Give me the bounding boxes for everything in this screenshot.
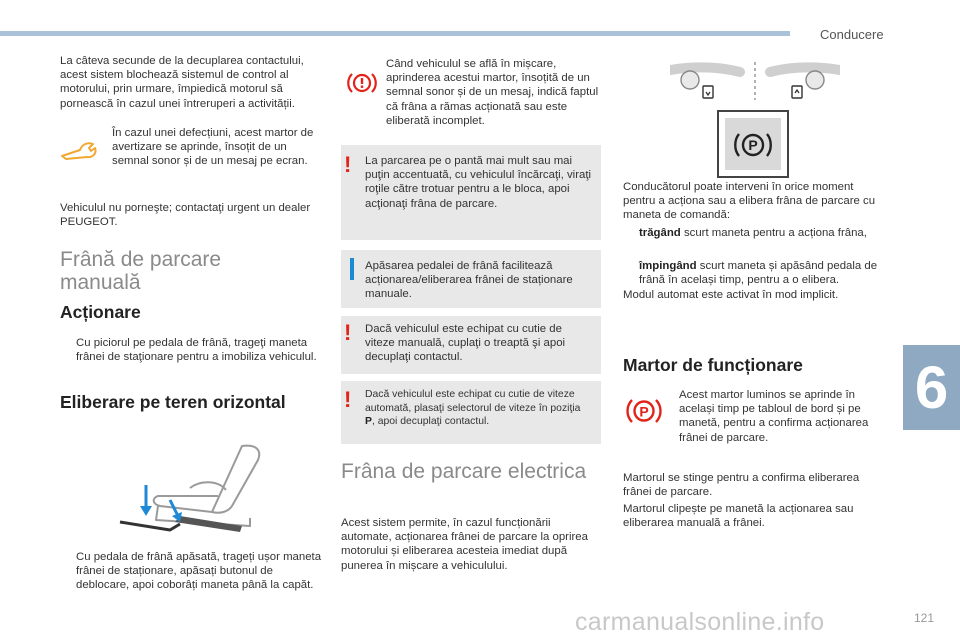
parking-brake-warning-icon — [625, 396, 663, 426]
bullet-marker — [623, 259, 639, 287]
push-bullet-text: împingând scurt maneta și apăsând pedala de frână în același timp, pentru a o elibera. — [639, 260, 878, 287]
warning-exclamation-icon: ! — [344, 152, 352, 177]
note-box-pedal — [341, 250, 601, 308]
steering-wheel-levers-illustration — [670, 60, 840, 102]
page-number: 121 — [914, 611, 935, 625]
brake-warning-icon — [345, 70, 379, 96]
note-box-manual-gearbox — [341, 316, 601, 374]
bullet-marker — [60, 550, 76, 593]
note-pedal-text: Apăsarea pedalei de frână facilitează acționarea/eliberarea frânei de staționare manuale. — [365, 260, 573, 301]
bullet-marker — [60, 336, 76, 364]
release-bullet-text: Cu pedala de frână apăsată, trageți ușor maneta frânei de staționare, apăsați butonul de deblocare, apoi coborâți maneta până la capăt. — [76, 551, 322, 592]
pull-bullet-text: trăgând scurt maneta pentru a acționa frâna, — [639, 227, 867, 239]
note-slope-text: La parcarea pe o pantă mai mult sau mai puţin accentuată, cu vehiculul încărcaţi, viraţi roţile către trotuar pentru a le bloca, apoi acţionaţi frâna de parcare. — [365, 155, 592, 210]
light-blink-text: Martorul clipește pe manetă la acționarea sau eliberarea manuală a frânei. — [623, 503, 854, 530]
no-start-text: Vehiculul nu porneşte; contactaţi urgent un dealer PEUGEOT. — [60, 202, 311, 229]
driver-intervene-text: Conducătorul poate interveni în orice moment pentru a acționa sau a elibera frâna de parcare cu maneta de comandă: — [623, 181, 876, 222]
svg-text:P: P — [748, 137, 758, 153]
brake-warning-text: Când vehiculul se află în mișcare, aprinderea acestui martor, însoțită de un semnal sonor și de un mesaj, indică faptul că frâna a rămas acționată sau este eliberată incomplet. — [386, 58, 599, 127]
note-box-automatic-gearbox — [341, 381, 601, 444]
wrench-warning-text: În cazul unei defecțiuni, acest martor de avertizare se aprinde, însoțit de un semnal sonor și de un mesaj pe ecran. — [112, 127, 314, 168]
martor-heading: Martor de funcționare — [623, 355, 803, 375]
intro-paragraph: La câteva secunde de la decuplarea contactului, acest sistem blochează sistemul de control al motorului, prin urmare, împiedică motorul să pornească în cazul unei întreruperi a activității. — [60, 55, 304, 110]
release-heading: Eliberare pe teren orizontal — [60, 392, 286, 412]
bullet-marker — [623, 226, 639, 240]
manual-brake-title: Frână de parcare manuală — [60, 248, 222, 294]
electric-brake-title: Frâna de parcare electrica — [341, 460, 587, 483]
note-automatic-gearbox-text: Dacă vehiculul este echipat cu cutie de viteze automată, plasaţi selectorul de viteze în poziţia P, apoi decuplaţi contactul. — [365, 389, 581, 428]
warning-exclamation-icon: ! — [344, 320, 352, 345]
auto-mode-text: Modul automat este activat în mod implicit. — [623, 289, 839, 301]
release-bullet — [60, 550, 322, 593]
parking-p-icon — [729, 124, 777, 166]
light-off-text: Martorul se stinge pentru a confirma eliberarea frânei de parcare. — [623, 472, 860, 499]
info-bar-icon — [350, 258, 354, 280]
svg-text:P: P — [639, 403, 649, 420]
section-title: Conducere — [820, 27, 884, 42]
note-box-slope — [341, 145, 601, 240]
actionare-bullet-text: Cu piciorul pe pedala de frână, trageţi maneta frânei de staţionare pentru a imobiliza vehiculul. — [76, 337, 317, 364]
push-bullet — [623, 259, 885, 287]
seat-pedal-illustration — [100, 440, 300, 540]
warning-exclamation-icon: ! — [344, 387, 352, 412]
martor-text: Acest martor luminos se aprinde în același timp pe tabloul de bord și pe manetă, pentru a confirma acționarea frânei de parcare. — [679, 389, 869, 444]
header-bar — [0, 31, 790, 36]
electric-brake-text: Acest sistem permite, în cazul funcționării automate, acționarea frânei de parcare la oprirea motorului și eliberarea acesteia imediat după punerea în mișcare a vehiculului. — [341, 517, 588, 572]
parking-brake-switch — [717, 110, 789, 178]
wrench-icon — [60, 138, 100, 160]
watermark: carmanualsonline.info — [575, 608, 825, 636]
pull-bullet — [623, 226, 885, 240]
actionare-bullet — [60, 336, 322, 364]
actionare-heading: Acționare — [60, 302, 141, 322]
chapter-tab: 6 — [903, 345, 960, 430]
note-manual-gearbox-text: Dacă vehiculul este echipat cu cutie de viteze manuală, cuplaţi o treaptă şi apoi decuplaţi contactul. — [365, 323, 566, 364]
